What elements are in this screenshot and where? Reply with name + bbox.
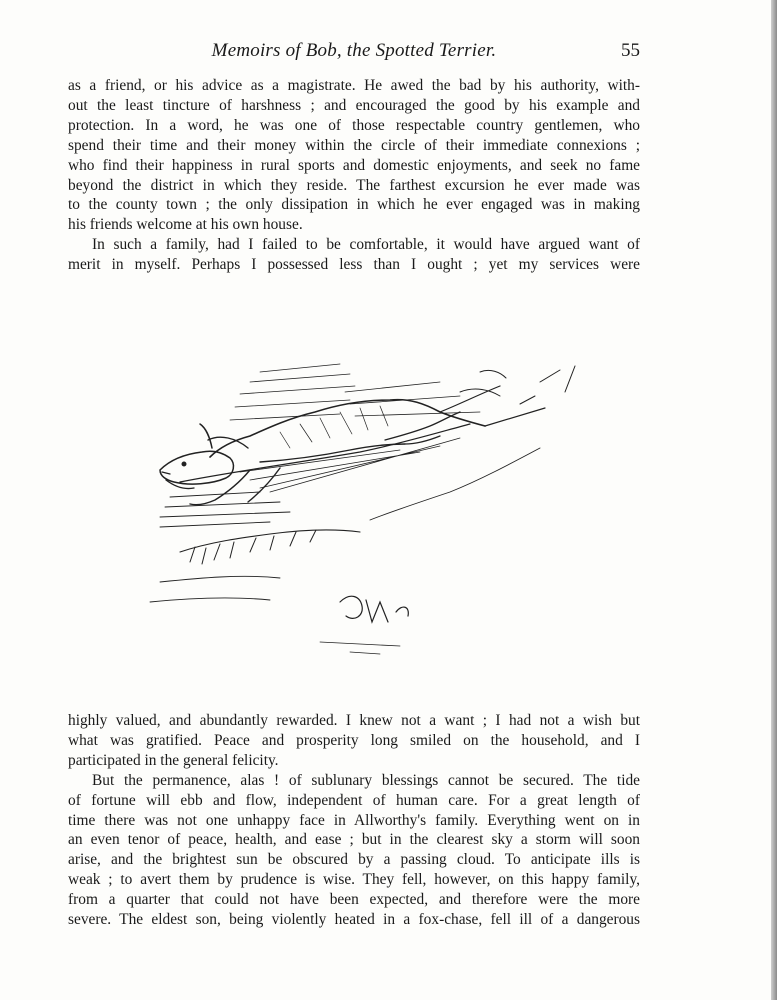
text-line: participated in the general felicity. [68,751,279,769]
text-line: of fortune will ebb and flow, independent of human care. For a great length of [68,791,640,809]
paragraph-bottom [68,711,640,930]
page-number: 55 [621,40,640,61]
text-line: spend their time and their money within the circle of their immediate connexions ; [68,136,640,154]
text-line: to the county town ; the only dissipation in which he ever engaged was in making [68,196,640,214]
running-header [68,38,640,68]
text-line: out the least tincture of harshness ; and encouraged the good by his example and [68,96,640,114]
text-line: severe. The eldest son, being violently heated in a fox-chase, fell ill of a dangerous [68,911,640,929]
text-line: weak ; to avert them by prudence is wise. They fell, however, on this happy family, [68,871,640,889]
text-line: beyond the district in which they reside. The farthest excursion he ever made was [68,176,640,194]
text-line: arise, and the brightest sun be obscured by a passing cloud. To anticipate ills is [68,851,640,869]
text-line: merit in myself. Perhaps I possessed less than I ought ; yet my services were [68,256,640,274]
text-line: time there was not one unhappy face in Allworthy's family. Everything went on in [68,811,640,829]
text-line: as a friend, or his advice as a magistrate. He awed the bad by his authority, with- [68,77,640,94]
text-line: highly valued, and abundantly rewarded. I knew not a want ; I had not a wish but [68,712,640,729]
text-line: But the permanence, alas ! of sublunary blessings cannot be secured. The tide [92,771,640,789]
text-line: from a quarter that could not have been expected, and therefore were the more [68,891,640,909]
page-edge-shadow [771,0,777,1000]
text-line: In such a family, had I failed to be comfortable, it would have argued want of [92,236,640,254]
paragraph-top-1 [68,76,640,275]
running-title: Memoirs of Bob, the Spotted Terrier. [211,40,497,61]
dog-illustration [140,352,590,662]
text-line: protection. In a word, he was one of those respectable country gentlemen, who [68,116,640,134]
text-line: what was gratified. Peace and prosperity long smiled on the household, and I [68,731,640,749]
text-line: who find their happiness in rural sports and domestic enjoyments, and seek no fame [68,156,640,174]
text-line: his friends welcome at his own house. [68,216,303,234]
text-line: an even tenor of peace, health, and ease ; but in the clearest sky a storm will soon [68,831,640,849]
running-dog-engraving-icon [140,352,590,662]
